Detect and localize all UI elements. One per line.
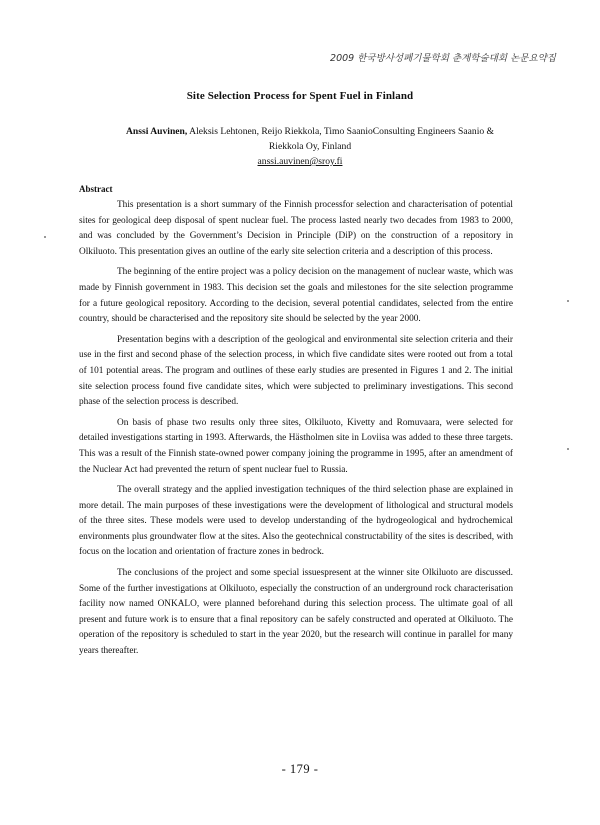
author-email[interactable]: anssi.auvinen@sroy.fi [257, 156, 343, 167]
author-block [110, 124, 510, 154]
lead-author: Anssi Auvinen, [125, 126, 188, 137]
conference-header: 2009 한국방사성폐기물학회 춘계학술대회 논문요약집 [330, 53, 556, 64]
paper-title: Site Selection Process for Spent Fuel in Finland [186, 90, 414, 102]
abstract-body [79, 198, 513, 665]
page-number: - 179 - [281, 762, 319, 776]
abstract-paragraph-1: This presentation is a short summary of the Finnish processfor selection and characterisation of potential sites for geological deep disposal of spent nuclear fuel. The process lasted nearly two decades from 1983 to 2000, and was concluded by the Government’s Decision in Principle (DiP) on the construction of a repository in Olkiluoto. This presentation gives an outline of the early site selection criteria and a description of this process. [79, 200, 513, 257]
abstract-paragraph-5: The overall strategy and the applied investigation techniques of the third selection phase are explained in more detail. The main purposes of these investigations were the development of lithological and structural models of the three sites. These models were used to develop understanding of the hydrogeological and hydrochemical environments plus groundwater flow at the sites. Also the geotechnical constructability of the sites is described, with focus on the location and orientation of fracture zones in bedrock. [79, 485, 513, 558]
abstract-paragraph-3: Presentation begins with a description of the geological and environmental site selection criteria and their use in the first and second phase of the selection process, in which five candidate sites were rooted out from a total of 101 potential areas. The program and outlines of these early studies are presented in Figures 1 and 2. The initial site selection process found five candidate sites, which were subjected to preliminary investigations. This second phase of the selection process is described. [79, 334, 513, 408]
abstract-paragraph-2: The beginning of the entire project was a policy decision on the management of nuclear waste, which was made by Finnish government in 1983. This decision set the goals and milestones for the site selection programme for a future geological repository. According to the decision, several potential candidates, selected from the entire country, should be characterised and the repository site should be selected by the year 2000. [79, 267, 513, 325]
scan-speck [567, 300, 569, 302]
co-authors-affiliation: Aleksis Lehtonen, Reijo Riekkola, Timo SaanioConsulting Engineers Saanio & Riekkola Oy, Finland [189, 126, 495, 152]
scan-speck [567, 448, 569, 450]
abstract-paragraph-6: The conclusions of the project and some special issuespresent at the winner site Olkiluoto are discussed. Some of the further investigations at Olkiluoto, especially the construction of an underground rock characterisation facility now named ONKALO, were planned beforehand during this selection process. The ultimate goal of all present and future work is to ensure that a final repository can be safely constructed and operated at Olkiluoto. The operation of the repository is scheduled to start in the year 2020, but the research will continue in parallel for many years thereafter. [79, 568, 513, 657]
scan-speck [44, 236, 46, 238]
abstract-paragraph-4: On basis of phase two results only three sites, Olkiluoto, Kivetty and Romuvaara, were selected for detailed investigations starting in 1993. Afterwards, the Hästholmen site in Loviisa was added to these three targets. This was a result of the Finnish state-owned power company joining the programme in 1995, after an amendment of the Nuclear Act had prevented the return of spent nuclear fuel to Russia. [79, 417, 513, 475]
abstract-heading: Abstract [79, 184, 113, 194]
